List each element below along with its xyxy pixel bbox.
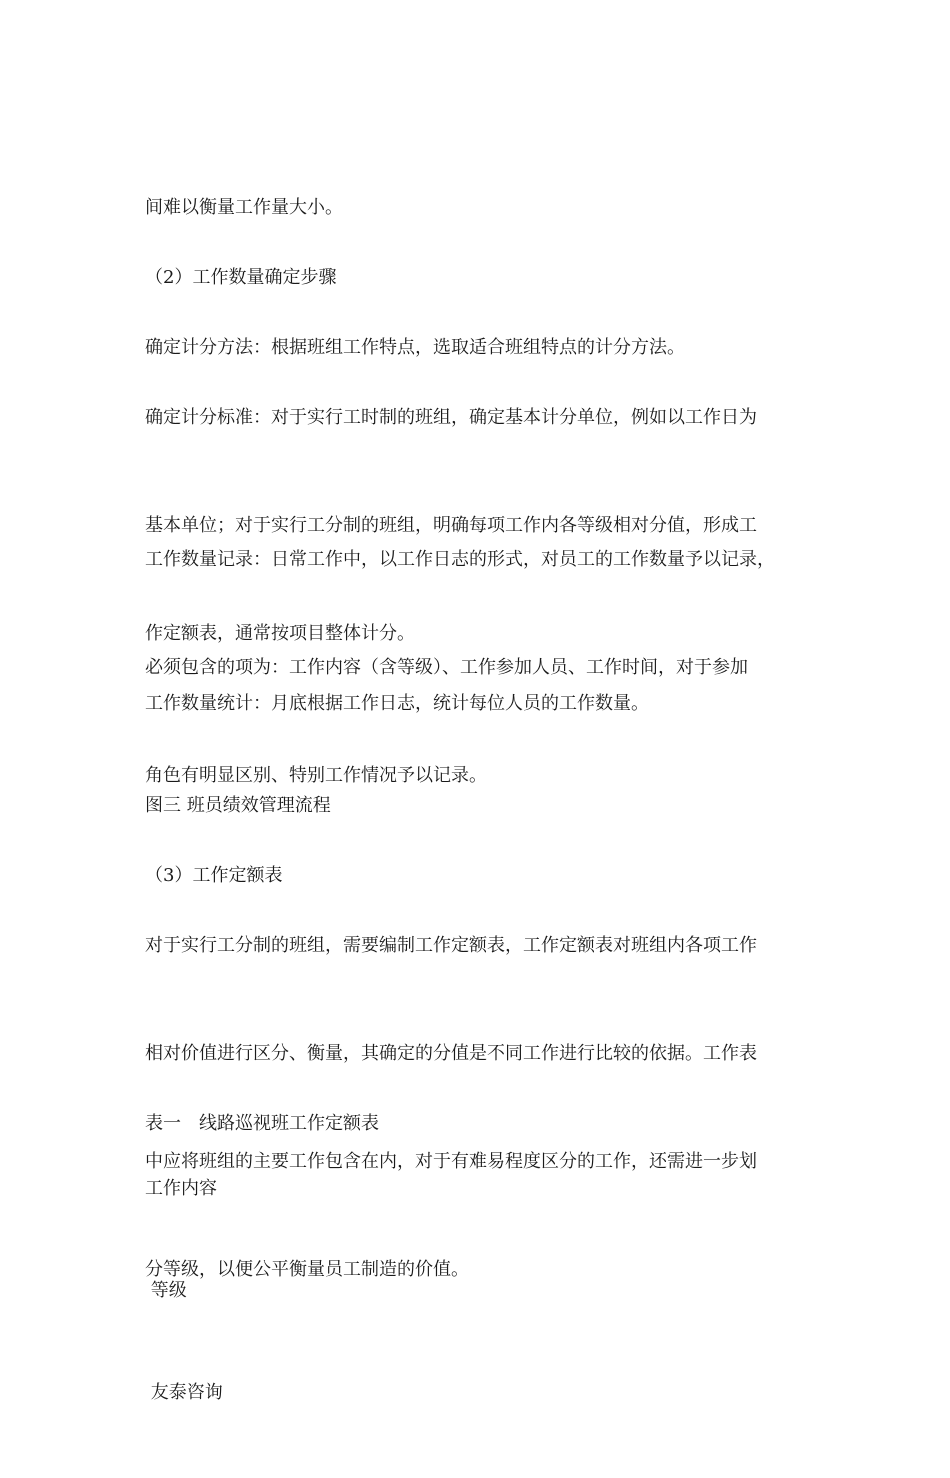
heading-text: （2）工作数量确定步骤 <box>145 267 337 288</box>
text-line: 角色有明显区别、特别工作情况予以记录。 <box>145 765 487 786</box>
text-line: 分等级，以便公平衡量员工制造的价值。 <box>145 1259 469 1280</box>
heading-text: （3）工作定额表 <box>145 865 283 886</box>
text-line: 必须包含的项为：工作内容（含等级）、工作参加人员、工作时间，对于参加 <box>145 657 748 678</box>
text-line: 基本单位；对于实行工分制的班组，明确每项工作内各等级相对分值，形成工 <box>145 515 757 536</box>
caption-text: 表一 线路巡视班工作定额表 <box>145 1113 379 1134</box>
table-cell: 工作内容 <box>145 1178 217 1199</box>
text-line: 相对价值进行区分、衡量，其确定的分值是不同工作进行比较的依据。工作表 <box>145 1043 757 1064</box>
text-line: 确定计分标准：对于实行工时制的班组，确定基本计分单位，例如以工作日为 <box>145 407 757 428</box>
table-cell: 友泰咨询 <box>145 1382 223 1403</box>
text-line: 对于实行工分制的班组，需要编制工作定额表，工作定额表对班组内各项工作 <box>145 935 757 956</box>
text-line: 间难以衡量工作量大小。 <box>145 197 343 218</box>
text-line: 工作数量记录：日常工作中，以工作日志的形式，对员工的工作数量予以记录， <box>145 549 775 570</box>
text-line: 工作数量统计：月底根据工作日志，统计每位人员的工作数量。 <box>145 693 649 714</box>
table-cell: 等级 <box>145 1280 187 1301</box>
text-line: 中应将班组的主要工作包含在内，对于有难易程度区分的工作，还需进一步划 <box>145 1151 757 1172</box>
text-line: 确定计分方法：根据班组工作特点，选取适合班组特点的计分方法。 <box>145 337 685 358</box>
table-content <box>145 1104 825 1478</box>
text-line: 作定额表，通常按项目整体计分。 <box>145 623 415 644</box>
caption-text: 图三 班员绩效管理流程 <box>145 795 331 816</box>
